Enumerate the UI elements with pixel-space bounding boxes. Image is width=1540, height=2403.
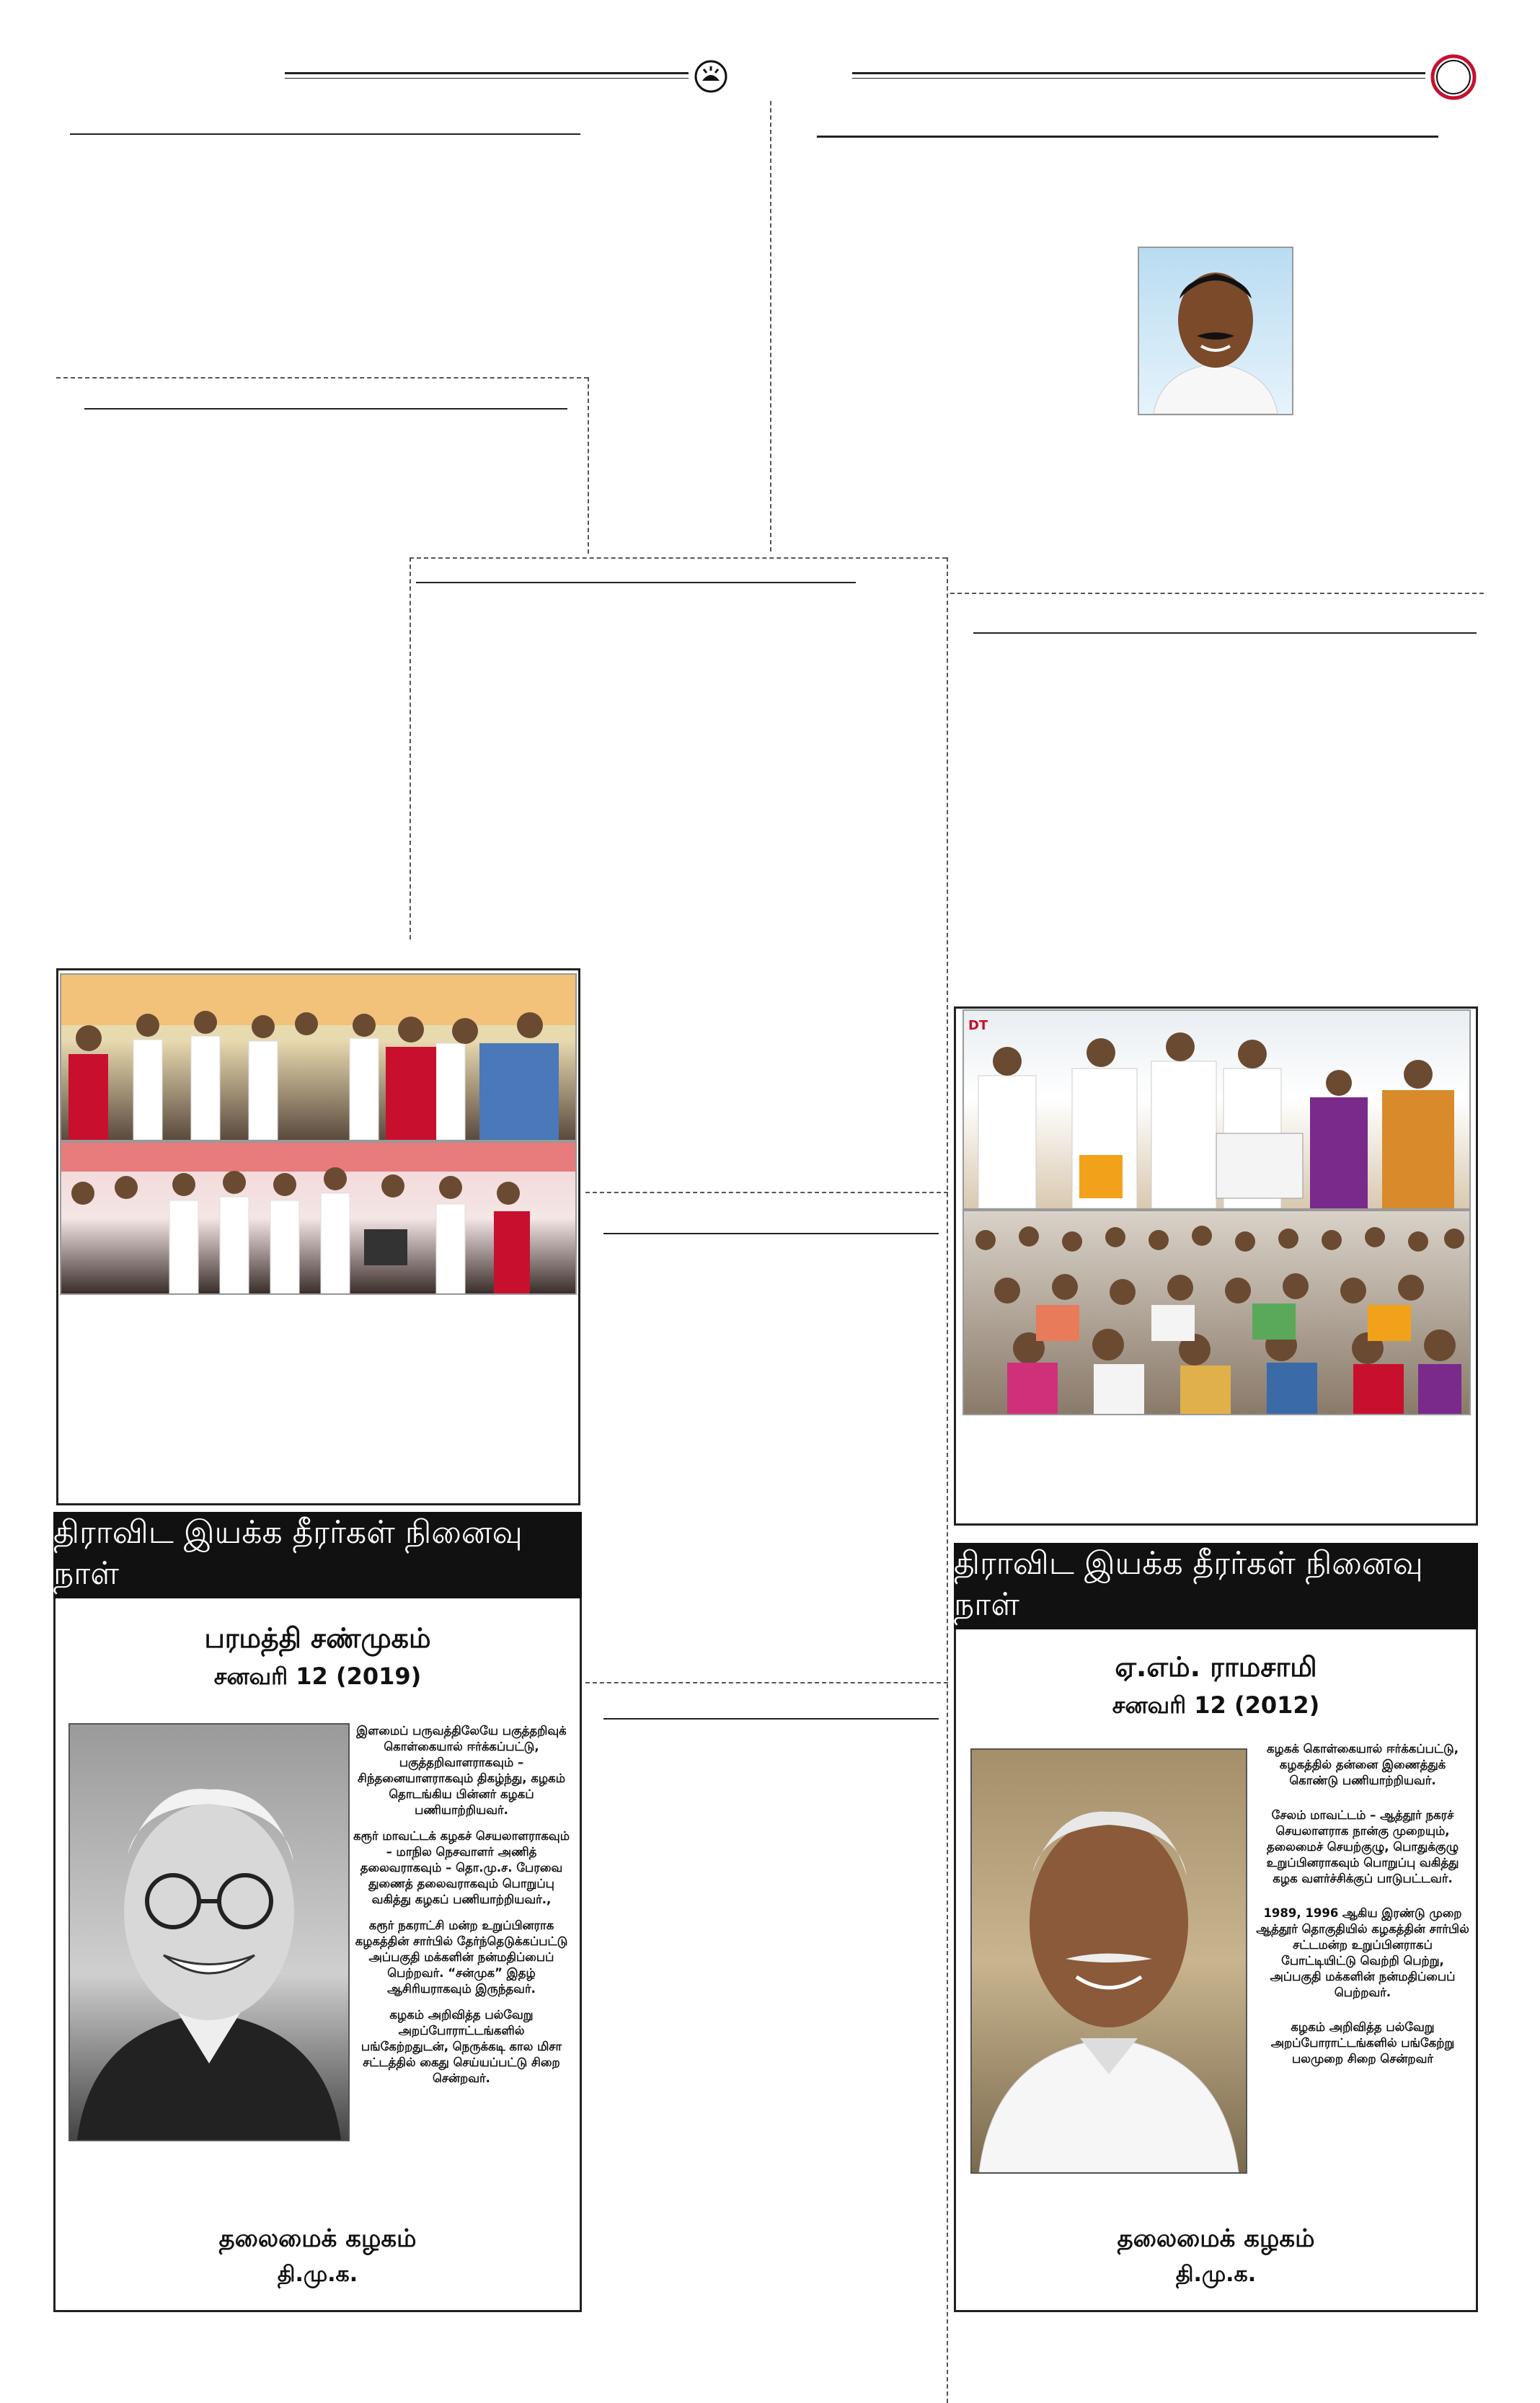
column-divider <box>588 377 589 554</box>
memorial-name-left: பரமத்தி சண்முகம் <box>204 1622 431 1654</box>
memorial-footer-party-left: தி.மு.க. <box>277 2262 358 2287</box>
memorial-footer-org-right: தலைமைக் கழகம் <box>1117 2224 1315 2253</box>
masthead-rule-right <box>852 72 1425 74</box>
section-divider <box>585 1192 948 1193</box>
memorial-bio-right <box>1254 1741 1471 2077</box>
bio-paragraph: சேலம் மாவட்டம் – ஆத்தூர் நகரச் செயலாளராக நான்கு முறையும், தலைமைச் செயற்குழு, பொதுக்குழு உறுப்பினராகவும் பொறுப்பு வகித்து கழக வளர்ச்சிக்குப் பாடுபட்டவர். <box>1266 1808 1459 1885</box>
bio-paragraph: 1989, 1996 ஆகிய இரண்டு முறை ஆத்தூர் தொகுதியில் கழகத்தின் சார்பில் சட்டமன்ற உறுப்பினராகப் போட்டியிட்டு வெற்றி பெற்று, அப்பகுதி மக்களின் நன்மதிப்பைப் பெற்றவர். <box>1256 1906 1469 1999</box>
memorial-banner-left: திராவிட இயக்க தீரர்கள் நினைவு நாள் <box>53 1512 582 1598</box>
section-divider <box>56 377 588 379</box>
article-rule <box>70 133 580 135</box>
masthead-rule-left <box>285 72 689 74</box>
memorial-footer-org-left: தலைமைக் கழகம் <box>218 2224 417 2253</box>
masthead-rule-left-thin <box>285 78 689 79</box>
section-divider <box>410 557 947 559</box>
bio-paragraph: கரூர் மாவட்டக் கழகச் செயலாளராகவும் – மாநில நெசவாளர் அணித் தலைவராகவும் – தொ.மு.ச. பேரவை துணைத் தலைவராகவும் பொறுப்பு வகித்து கழகப் பணியாற்றியவர்., <box>353 1829 570 1906</box>
memorial-bio-left <box>353 1723 570 2097</box>
leader-portrait-photo <box>1138 247 1293 415</box>
memorial-date-right: சனவரி 12 (2012) <box>1112 1691 1320 1719</box>
article-rule <box>416 582 856 583</box>
memorial-name-right: ஏ.எம். ராமசாமி <box>1115 1651 1317 1683</box>
article-rule <box>603 1718 939 1720</box>
bio-paragraph: கரூர் நகராட்சி மன்ற உறுப்பினராக கழகத்தின் சார்பில் தேர்ந்தெடுக்கப்பட்டு அப்பகுதி மக்களின் நன்மதிப்பைப் பெற்றவர். “சன்முக” இதழ் ஆசிரியராகவும் இருந்தவர். <box>355 1919 568 1996</box>
column-divider <box>770 101 771 552</box>
event-photo-top-right <box>962 1009 1471 1210</box>
memorial-portrait-left <box>68 1723 350 2141</box>
bio-paragraph: கழகக் கொள்கையால் ஈர்க்கப்பட்டு, கழகத்தில் தன்னை இணைத்துக் கொண்டு பணியாற்றியவர். <box>1266 1742 1459 1787</box>
bio-paragraph: கழகம் அறிவித்த பல்வேறு அறப்போராட்டங்களில் பங்கேற்று பலமுறை சிறை சென்றவர் <box>1270 2020 1455 2066</box>
crowd-photo-bottom-right <box>962 1210 1471 1415</box>
rising-sun-emblem-icon <box>694 59 728 94</box>
memorial-date-left: சனவரி 12 (2019) <box>213 1663 422 1690</box>
article-rule <box>973 632 1477 634</box>
masthead-rule-right-thin <box>852 78 1425 79</box>
section-divider <box>585 1682 948 1683</box>
event-photo-top-left <box>60 973 577 1141</box>
memorial-portrait-right <box>970 1748 1247 2174</box>
article-rule <box>84 408 567 410</box>
svg-text:DT: DT <box>968 1018 988 1033</box>
event-photo-bottom-left <box>60 1141 577 1295</box>
circle-logo-icon <box>1430 53 1477 101</box>
column-divider <box>947 557 948 2403</box>
column-divider <box>410 557 411 939</box>
article-rule <box>603 1233 939 1234</box>
memorial-footer-party-right: தி.மு.க. <box>1175 2262 1257 2287</box>
memorial-banner-right: திராவிட இயக்க தீரர்கள் நினைவு நாள் <box>954 1543 1478 1629</box>
bio-paragraph: கழகம் அறிவித்த பல்வேறு அறப்போராட்டங்களில் பங்கேற்றதுடன், நெருக்கடி கால மிசா சட்டத்தில் கைது செய்யப்பட்டு சிறை சென்றவர். <box>360 2008 562 2085</box>
article-rule <box>817 136 1438 138</box>
bio-paragraph: இளமைப் பருவத்திலேயே பகுத்தறிவுக் கொள்கையால் ஈர்க்கப்பட்டு, பகுத்தறிவாளராகவும் – சிந்தனையாளராகவும் திகழ்ந்து, கழகம் தொடங்கிய பின்னர் கழகப் பணியாற்றியவர். <box>356 1724 567 1817</box>
section-divider <box>950 593 1484 594</box>
